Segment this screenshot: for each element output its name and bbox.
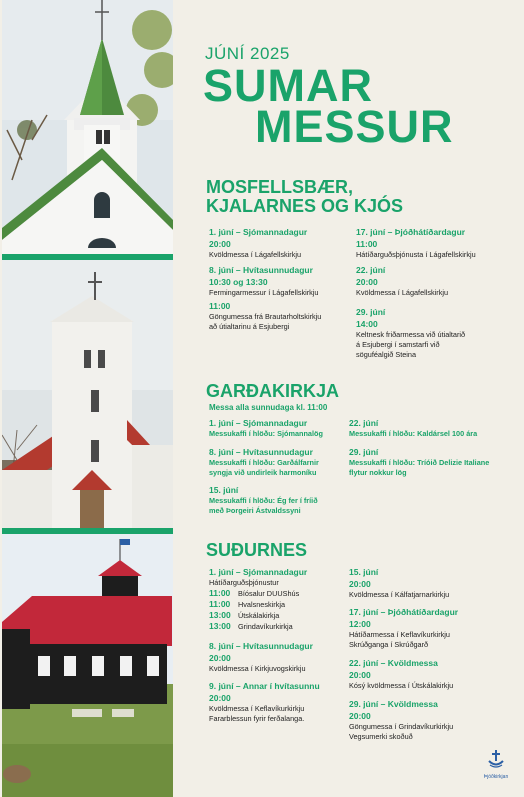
event-desc: á Esjubergi í samstarfi við (356, 340, 440, 349)
event-sud-1 (209, 566, 307, 632)
event-date: 1. júní – Sjómannadagur (209, 418, 308, 428)
event-desc: Kvöldmessa í Keflavíkurkirkju (209, 704, 305, 713)
event-date: 22. júní (356, 265, 386, 275)
section-title-sudurnes: SUÐURNES (206, 540, 308, 560)
event-gar-3 (209, 484, 318, 516)
event-mos-4 (356, 264, 448, 298)
event-mos-1 (209, 226, 307, 260)
schedule-row (209, 599, 307, 610)
event-desc: Skrúðganga í Skrúðgarð (349, 640, 429, 649)
event-time: 10:30 og 13:30 (209, 277, 268, 287)
event-desc: Messukaffi í hlöðu: Kaldársel 100 ára (349, 429, 478, 438)
event-date: 1. júní – Sjómannadagur (209, 567, 308, 577)
event-date: 17. júní – Þjóðhátíðardagur (349, 607, 459, 617)
event-date: 1. júní – Sjómannadagur (209, 227, 308, 237)
row-place: Bíósalur DUUShús (238, 589, 300, 598)
logo-label: Þjóðkirkjan (483, 774, 509, 780)
event-desc: Messukaffi í hlöðu: Ég fer í fríið (209, 496, 318, 505)
row-time: 13:00 (209, 621, 231, 631)
event-date: 29. júní (349, 447, 379, 457)
event-mos-5 (356, 306, 465, 360)
event-gar-5 (349, 446, 489, 478)
event-desc: Keltnesk friðarmessa við útialtarið (356, 330, 466, 339)
event-gar-4 (349, 417, 477, 439)
event-desc: Messukaffi í hlöðu: Tríóið Delizie Italiane (349, 458, 490, 467)
section-title-mosfellsbaer (206, 178, 403, 216)
event-time: 14:00 (356, 319, 378, 329)
event-desc: Kvöldmessa í Lágafellskirkju (356, 288, 449, 297)
event-desc: syngja við undirleik harmoníku (209, 468, 317, 477)
event-date: 29. júní (356, 307, 386, 317)
event-desc: Kvöldmessa í Kálfatjarnarkirkju (349, 590, 450, 599)
church-logo (481, 749, 511, 780)
event-sud-6 (349, 657, 453, 691)
title-line-1: SUMAR (203, 60, 373, 111)
event-desc: Göngumessa frá Brautarholtskirkju (209, 312, 322, 321)
event-time: 11:00 (209, 301, 231, 311)
schedule-row (209, 610, 307, 621)
section-title-line: KJALARNES OG KJÓS (206, 196, 404, 216)
event-desc: Fararblessun fyrir ferðalanga. (209, 714, 305, 723)
section-subtitle: Messa alla sunnudaga kl. 11:00 (209, 403, 328, 412)
event-date: 29. júní – Kvöldmessa (349, 699, 438, 709)
event-date: 15. júní (349, 567, 379, 577)
month-label: JÚNÍ 2025 (205, 44, 290, 63)
row-place: Grindavíkurkirkja (238, 622, 293, 631)
event-date: 22. júní (349, 418, 379, 428)
schedule-row (209, 621, 307, 632)
event-desc: að útialtarinu á Esjubergi (209, 322, 290, 331)
event-sud-7 (349, 698, 453, 742)
event-desc: Vegsumerki skoðuð (349, 732, 413, 741)
row-time: 11:00 (209, 588, 231, 598)
event-mos-2 (209, 264, 321, 332)
event-time: 11:00 (356, 239, 378, 249)
event-time: 20:00 (349, 579, 371, 589)
event-sud-5 (349, 606, 458, 650)
event-time: 20:00 (209, 693, 231, 703)
event-desc: Kósý kvöldmessa í Útskálakirkju (349, 681, 454, 690)
row-time: 11:00 (209, 599, 231, 609)
event-sud-2 (209, 640, 313, 674)
event-desc: Messukaffi í hlöðu: Sjómannalög (209, 429, 323, 438)
event-date: 8. júní – Hvítasunnudagur (209, 265, 313, 275)
event-desc: með Þorgeiri Ástvaldssyni (209, 506, 301, 515)
schedule-row (209, 588, 307, 599)
event-date: 8. júní – Hvítasunnudagur (209, 447, 313, 457)
section-title-gardakirkja: GARÐAKIRKJA (206, 381, 340, 401)
event-desc: Kvöldmessa í Kirkjuvogskirkju (209, 664, 306, 673)
event-date: 22. júní – Kvöldmessa (349, 658, 438, 668)
event-date: 8. júní – Hvítasunnudagur (209, 641, 313, 651)
event-desc: Göngumessa í Grindavíkurkirkju (349, 722, 454, 731)
event-desc: Kvöldmessa í Lágafellskirkju (209, 250, 302, 259)
event-date: 15. júní (209, 485, 239, 495)
event-time: 20:00 (209, 239, 231, 249)
event-time: 20:00 (356, 277, 378, 287)
event-desc: Fermingarmessur í Lágafellskirkju (209, 288, 319, 297)
event-time: 20:00 (209, 653, 231, 663)
event-desc: Hátíðarguðsþjónusta í Lágafellskirkju (356, 250, 476, 259)
cross-boat-icon (487, 749, 505, 769)
event-gar-1 (209, 417, 323, 439)
event-gar-2 (209, 446, 319, 478)
row-time: 13:00 (209, 610, 231, 620)
event-sud-4 (349, 566, 449, 600)
event-mos-3 (356, 226, 476, 260)
section-title-line: MOSFELLSBÆR, (206, 177, 353, 197)
event-desc: flytur nokkur lög (349, 468, 407, 477)
event-time: 20:00 (349, 670, 371, 680)
event-time: 20:00 (349, 711, 371, 721)
title-line-2: MESSUR (255, 101, 454, 152)
event-desc: Hátíðarmessa í Keflavíkurkirkju (349, 630, 450, 639)
event-desc: söguféalgið Steina (356, 350, 417, 359)
event-sud-3 (209, 680, 320, 724)
event-date: 17. júní – Þjóðhátíðardagur (356, 227, 466, 237)
row-place: Útskálakirkja (238, 611, 280, 620)
event-time: 12:00 (349, 619, 371, 629)
event-desc: Messukaffi í hlöðu: Garðálfarnir (209, 458, 319, 467)
event-date: 9. júní – Annar í hvítasunnu (209, 681, 320, 691)
event-desc: Hátíðarguðsþjónustur (209, 578, 279, 587)
row-place: Hvalsneskirkja (238, 600, 286, 609)
